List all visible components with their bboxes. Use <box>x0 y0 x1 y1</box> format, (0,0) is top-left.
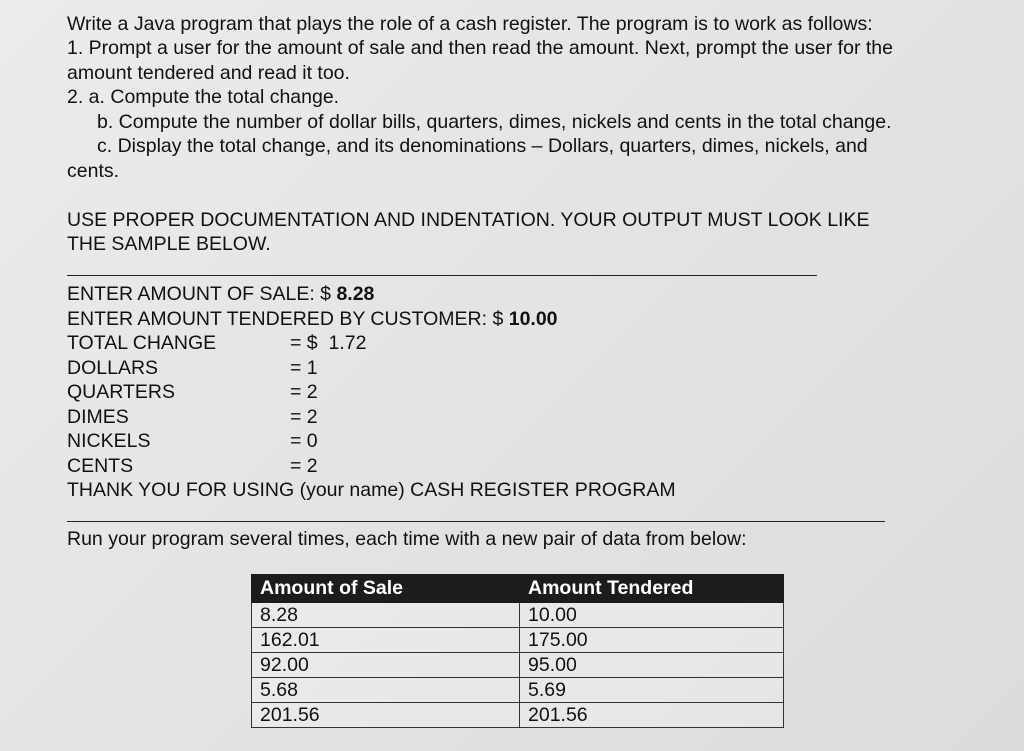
tendered-cell: 175.00 <box>520 628 784 653</box>
dollars-label: DOLLARS <box>67 357 159 379</box>
divider-top <box>67 275 817 276</box>
sale-cell: 92.00 <box>252 653 520 678</box>
table-header-row <box>252 575 784 603</box>
documentation-line-1: USE PROPER DOCUMENTATION AND INDENTATION. YOUR OUTPUT MUST LOOK LIKE <box>67 209 870 231</box>
sale-cell: 201.56 <box>252 703 520 728</box>
instruction-line-3: amount tendered and read it too. <box>67 62 350 84</box>
table-row <box>252 603 784 628</box>
tendered-cell: 201.56 <box>520 703 784 728</box>
dimes-label: DIMES <box>67 406 129 428</box>
sample-tendered-line <box>67 307 558 331</box>
documentation-line-2: THE SAMPLE BELOW. <box>67 233 271 255</box>
sale-cell: 8.28 <box>252 603 520 628</box>
sale-cell: 162.01 <box>252 628 520 653</box>
cents-value: = 2 <box>290 455 318 477</box>
instruction-line-2: 1. Prompt a user for the amount of sale and then read the amount. Next, prompt the user for the <box>67 37 893 59</box>
dimes-value: = 2 <box>290 406 318 428</box>
tendered-cell: 95.00 <box>520 653 784 678</box>
sample-tendered-prompt: ENTER AMOUNT TENDERED BY CUSTOMER: $ <box>67 308 509 330</box>
table-row <box>252 703 784 728</box>
quarters-value: = 2 <box>290 381 318 403</box>
nickels-value: = 0 <box>290 430 318 452</box>
dollars-value: = 1 <box>290 357 318 379</box>
table-row <box>252 678 784 703</box>
instruction-line-7: cents. <box>67 160 120 182</box>
sample-sale-value: 8.28 <box>336 283 375 305</box>
total-change-label: TOTAL CHANGE <box>67 332 217 354</box>
thank-you-line: THANK YOU FOR USING (your name) CASH REGISTER PROGRAM <box>67 479 676 501</box>
instruction-line-5: b. Compute the number of dollar bills, quarters, dimes, nickels and cents in the total change. <box>97 111 892 133</box>
table-row <box>252 628 784 653</box>
data-table <box>251 574 784 728</box>
sample-tendered-value: 10.00 <box>508 308 558 330</box>
instruction-line-6: c. Display the total change, and its denominations – Dollars, quarters, dimes, nickels, and <box>97 135 868 157</box>
nickels-label: NICKELS <box>67 430 151 452</box>
quarters-label: QUARTERS <box>67 381 175 403</box>
instruction-line-1: Write a Java program that plays the role of a cash register. The program is to work as follows: <box>67 13 873 35</box>
header-amount-of-sale: Amount of Sale <box>252 575 520 603</box>
header-amount-tendered: Amount Tendered <box>520 575 784 603</box>
tendered-cell: 10.00 <box>520 603 784 628</box>
cents-label: CENTS <box>67 455 134 477</box>
sale-cell: 5.68 <box>252 678 520 703</box>
divider-bottom <box>67 521 885 522</box>
table-row <box>252 653 784 678</box>
sample-sale-line <box>67 282 374 306</box>
sample-sale-prompt: ENTER AMOUNT OF SALE: $ <box>67 283 337 305</box>
instruction-line-4: 2. a. Compute the total change. <box>67 86 340 108</box>
total-change-value: = $ 1.72 <box>290 332 367 354</box>
tendered-cell: 5.69 <box>520 678 784 703</box>
run-instruction: Run your program several times, each time with a new pair of data from below: <box>67 528 747 550</box>
